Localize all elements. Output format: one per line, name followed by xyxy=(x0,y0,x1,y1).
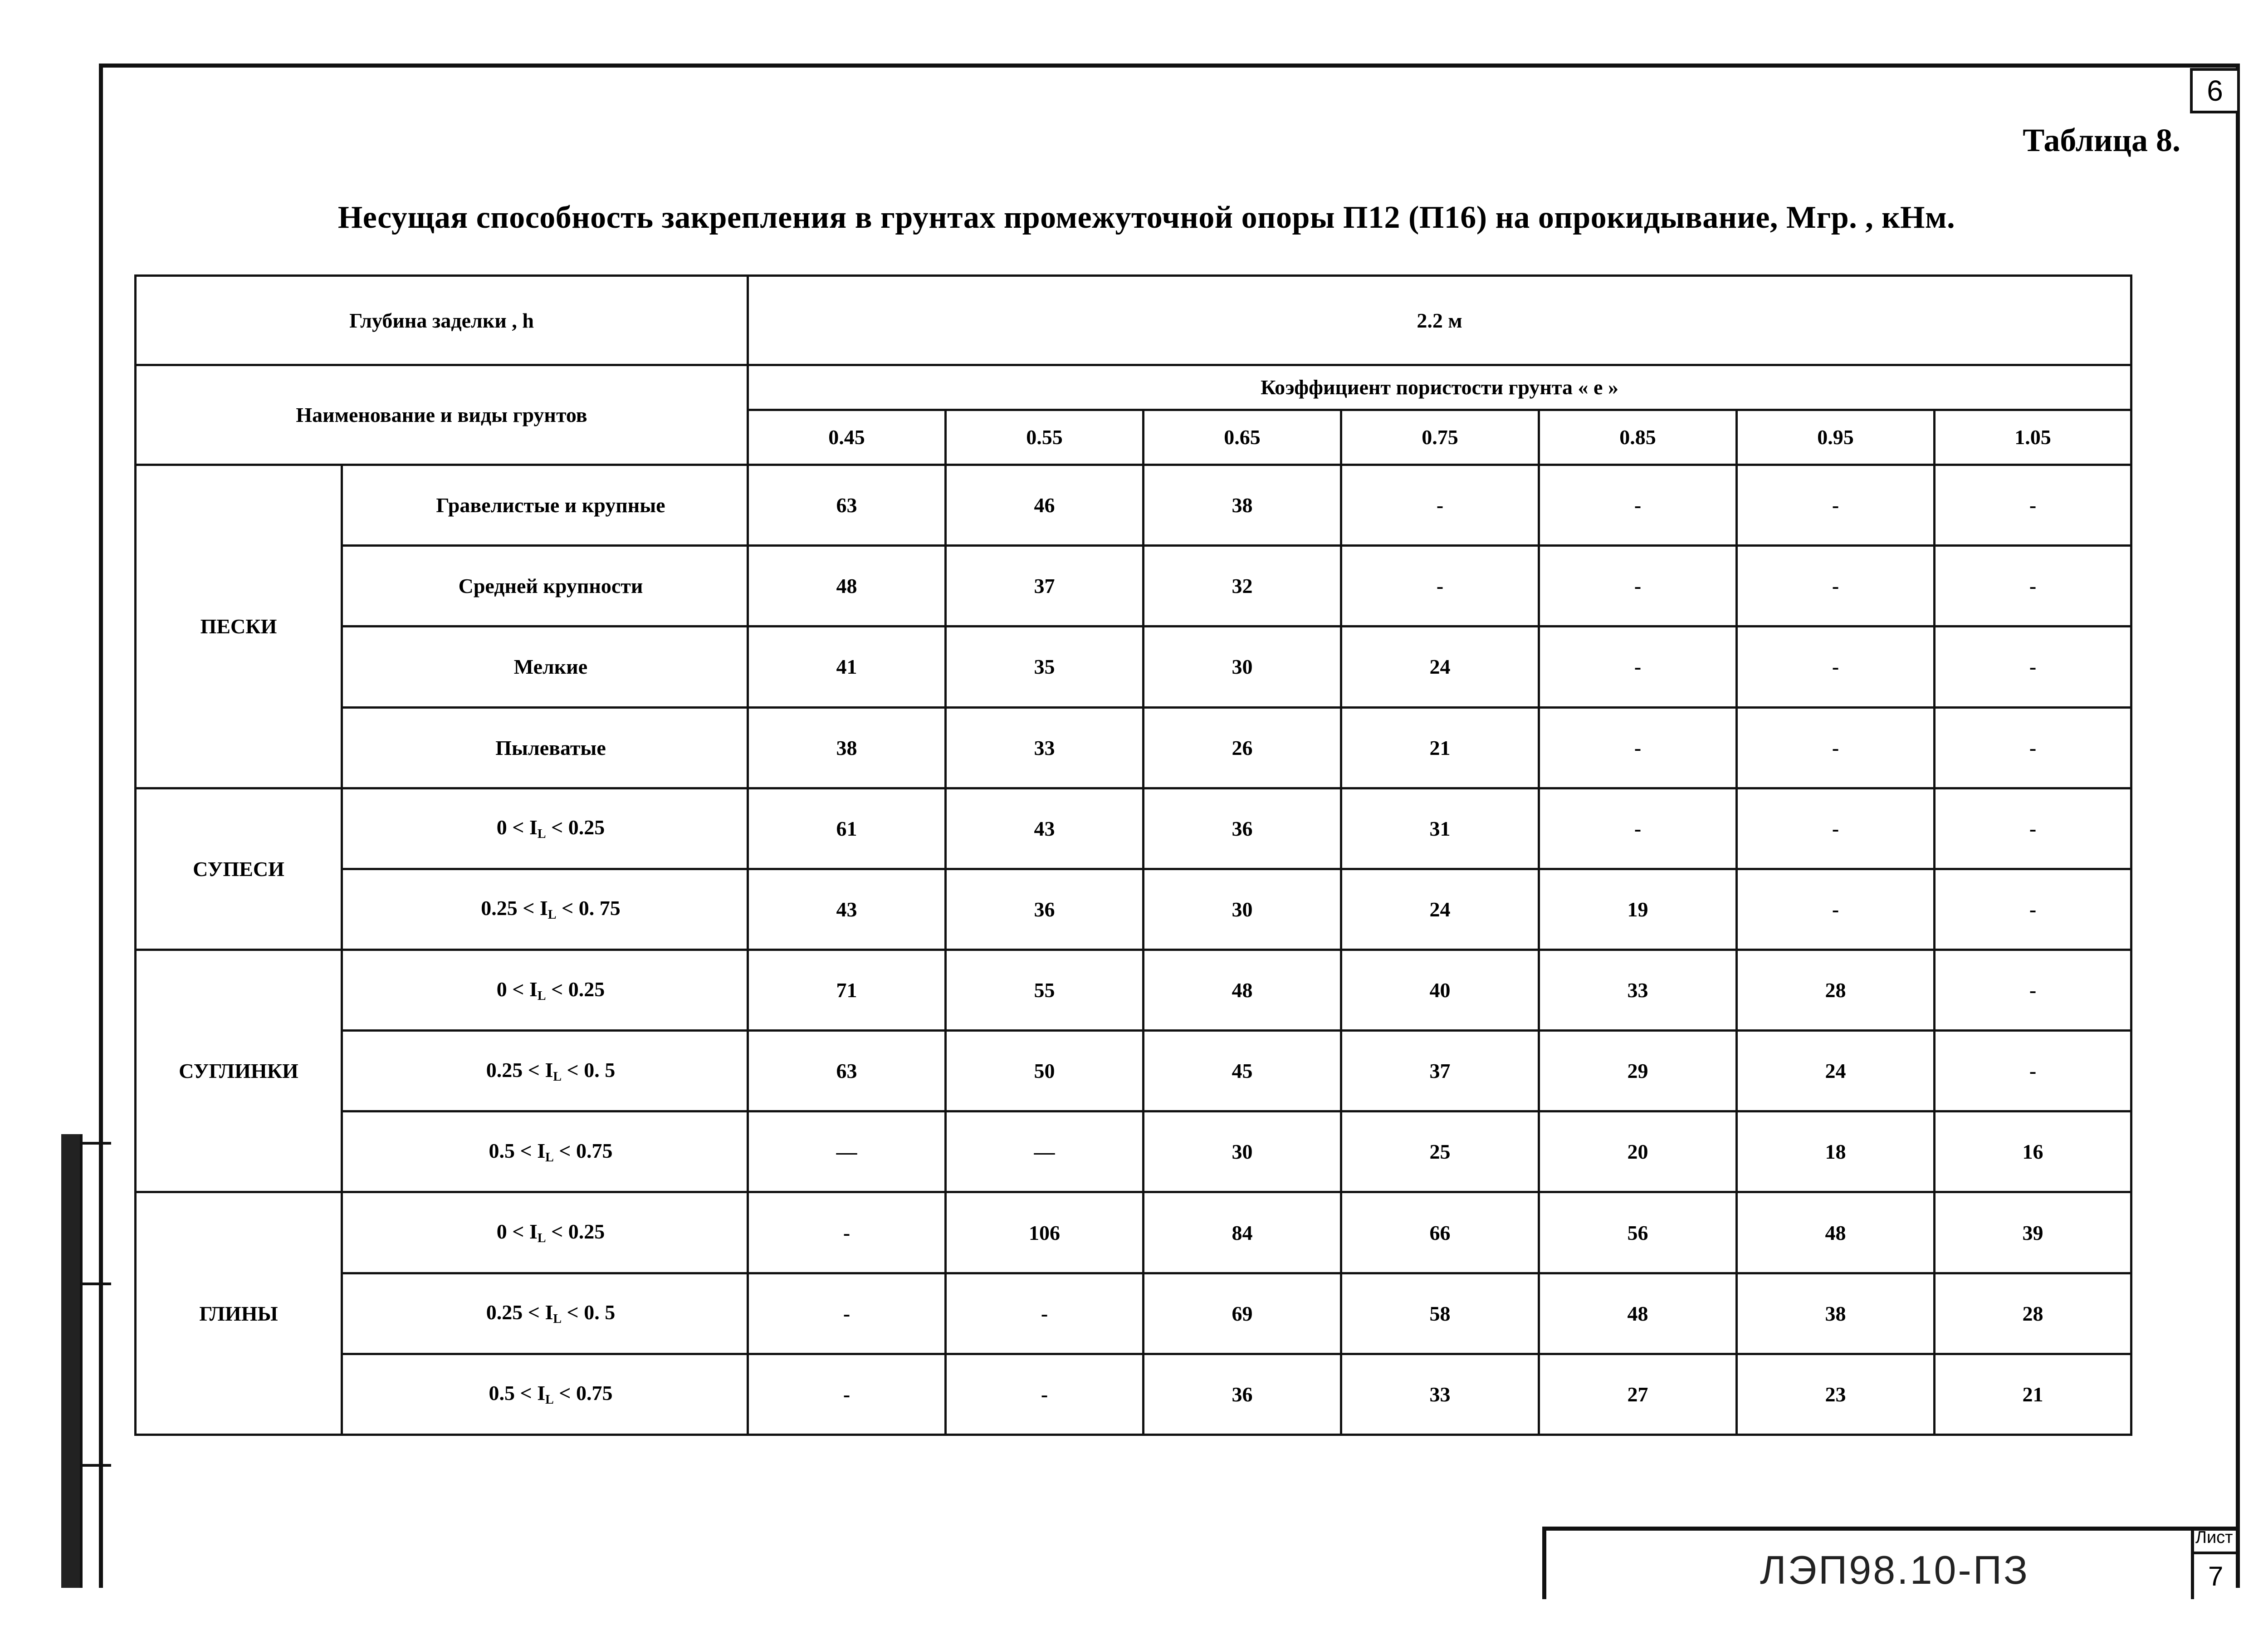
value-cell: - xyxy=(1737,546,1935,627)
consistency-prefix: 0.25 < I xyxy=(481,896,548,920)
table-row xyxy=(136,950,2131,1030)
value-cell: 28 xyxy=(1935,1273,2131,1354)
value-cell: 30 xyxy=(1144,1111,1341,1192)
value-cell: - xyxy=(1737,788,1935,869)
value-cell: 69 xyxy=(1144,1273,1341,1354)
consistency-subscript: L xyxy=(553,1069,562,1084)
value-cell: - xyxy=(946,1354,1144,1434)
value-cell: 18 xyxy=(1737,1111,1935,1192)
value-cell: - xyxy=(748,1354,946,1434)
column-header: 0.95 xyxy=(1737,410,1935,465)
page-title: Несущая способность закрепления в грунтах промежуточной опоры П12 (П16) на опрокидывание, Мгр. , кНм. xyxy=(337,200,1955,235)
consistency-suffix: < 0.25 xyxy=(546,816,605,839)
column-header: 0.55 xyxy=(946,410,1144,465)
table-row xyxy=(136,1273,2131,1354)
soil-type-label xyxy=(342,1111,748,1192)
soil-type-label xyxy=(342,1354,748,1434)
consistency-subscript: L xyxy=(537,1231,546,1246)
value-cell: - xyxy=(1737,465,1935,546)
sheet-number: 6 xyxy=(2190,68,2240,113)
value-cell: 50 xyxy=(946,1031,1144,1111)
value-cell: 24 xyxy=(1737,1031,1935,1111)
value-cell: 20 xyxy=(1539,1111,1737,1192)
value-cell: 48 xyxy=(1737,1192,1935,1273)
value-cell: 35 xyxy=(946,627,1144,707)
value-cell: 55 xyxy=(946,950,1144,1030)
consistency-suffix: < 0.75 xyxy=(553,1381,613,1405)
column-header: 0.85 xyxy=(1539,410,1737,465)
value-cell: 26 xyxy=(1144,707,1341,788)
value-cell: 30 xyxy=(1144,627,1341,707)
consistency-subscript: L xyxy=(545,1150,554,1165)
value-cell: 32 xyxy=(1144,546,1341,627)
soil-type-label: Мелкие xyxy=(342,627,748,707)
consistency-suffix: < 0. 75 xyxy=(556,896,621,920)
column-header: 1.05 xyxy=(1935,410,2131,465)
column-header: 0.65 xyxy=(1144,410,1341,465)
value-cell: - xyxy=(1935,950,2131,1030)
consistency-subscript: L xyxy=(537,989,546,1003)
table-row xyxy=(136,869,2131,950)
value-cell: 66 xyxy=(1341,1192,1539,1273)
value-cell: 33 xyxy=(1539,950,1737,1030)
value-cell: - xyxy=(1935,1031,2131,1111)
value-cell: - xyxy=(1341,465,1539,546)
value-cell: - xyxy=(946,1273,1144,1354)
soil-type-label xyxy=(342,788,748,869)
value-cell: 38 xyxy=(1737,1273,1935,1354)
soil-group-name: ГЛИНЫ xyxy=(136,1192,342,1435)
consistency-prefix: 0.25 < I xyxy=(486,1058,553,1082)
sheet-cell-divider xyxy=(2191,1552,2240,1554)
value-cell: 48 xyxy=(1144,950,1341,1030)
value-cell: - xyxy=(1737,707,1935,788)
value-cell: 46 xyxy=(946,465,1144,546)
value-cell: 24 xyxy=(1341,869,1539,950)
consistency-subscript: L xyxy=(547,908,557,922)
value-cell: - xyxy=(1539,465,1737,546)
table-row xyxy=(136,1354,2131,1434)
value-cell: 58 xyxy=(1341,1273,1539,1354)
value-cell: - xyxy=(1935,788,2131,869)
value-cell: 27 xyxy=(1539,1354,1737,1434)
value-cell: 45 xyxy=(1144,1031,1341,1111)
consistency-suffix: < 0. 5 xyxy=(562,1058,616,1082)
value-cell: 38 xyxy=(748,707,946,788)
depth-label: Глубина заделки , h xyxy=(136,276,748,365)
value-cell: - xyxy=(1341,546,1539,627)
value-cell: - xyxy=(1935,546,2131,627)
value-cell: - xyxy=(748,1273,946,1354)
value-cell: 24 xyxy=(1341,627,1539,707)
value-cell: 43 xyxy=(748,869,946,950)
value-cell: 36 xyxy=(1144,1354,1341,1434)
value-cell: - xyxy=(1539,627,1737,707)
consistency-suffix: < 0.25 xyxy=(546,977,605,1001)
consistency-subscript: L xyxy=(553,1312,562,1327)
consistency-prefix: 0 < I xyxy=(496,816,538,839)
value-cell: 61 xyxy=(748,788,946,869)
value-cell: 30 xyxy=(1144,869,1341,950)
consistency-suffix: < 0.25 xyxy=(546,1220,605,1243)
bearing-capacity-table xyxy=(134,274,2132,1436)
value-cell: 40 xyxy=(1341,950,1539,1030)
consistency-suffix: < 0.75 xyxy=(553,1139,613,1162)
value-cell: - xyxy=(1737,627,1935,707)
value-cell: 33 xyxy=(1341,1354,1539,1434)
soil-group-name: СУГЛИНКИ xyxy=(136,950,342,1192)
table-row xyxy=(136,546,2131,627)
document-code: ЛЭП98.10-ПЗ xyxy=(1760,1547,2030,1592)
soil-type-label: Гравелистые и крупные xyxy=(342,465,748,546)
value-cell: - xyxy=(748,1192,946,1273)
value-cell: - xyxy=(1539,707,1737,788)
value-cell: 16 xyxy=(1935,1111,2131,1192)
consistency-prefix: 0.5 < I xyxy=(489,1139,546,1162)
sheet-list-number: 7 xyxy=(2208,1561,2224,1591)
value-cell: - xyxy=(1539,546,1737,627)
header-row-coef xyxy=(136,365,2131,410)
sheet-label: Лист xyxy=(2195,1528,2233,1547)
value-cell: 39 xyxy=(1935,1192,2131,1273)
value-cell: 28 xyxy=(1737,950,1935,1030)
value-cell: — xyxy=(946,1111,1144,1192)
value-cell: - xyxy=(1737,869,1935,950)
soil-type-label xyxy=(342,950,748,1030)
table-row xyxy=(136,707,2131,788)
column-header: 0.75 xyxy=(1341,410,1539,465)
value-cell: 48 xyxy=(748,546,946,627)
value-cell: 38 xyxy=(1144,465,1341,546)
table-label: Таблица 8. xyxy=(2023,122,2180,158)
consistency-subscript: L xyxy=(537,827,546,842)
table-row xyxy=(136,1111,2131,1192)
table-row xyxy=(136,788,2131,869)
value-cell: 106 xyxy=(946,1192,1144,1273)
binding-strip xyxy=(57,1134,111,1588)
value-cell: 21 xyxy=(1341,707,1539,788)
value-cell: - xyxy=(1935,869,2131,950)
value-cell: 25 xyxy=(1341,1111,1539,1192)
value-cell: — xyxy=(748,1111,946,1192)
soil-group-name: ПЕСКИ xyxy=(136,465,342,788)
value-cell: 37 xyxy=(946,546,1144,627)
value-cell: 37 xyxy=(1341,1031,1539,1111)
value-cell: 31 xyxy=(1341,788,1539,869)
value-cell: 21 xyxy=(1935,1354,2131,1434)
value-cell: 48 xyxy=(1539,1273,1737,1354)
soil-type-label xyxy=(342,869,748,950)
value-cell: - xyxy=(1935,707,2131,788)
soil-type-label xyxy=(342,1031,748,1111)
value-cell: 19 xyxy=(1539,869,1737,950)
soil-type-label xyxy=(342,1192,748,1273)
value-cell: 36 xyxy=(1144,788,1341,869)
consistency-prefix: 0 < I xyxy=(496,977,538,1001)
soil-type-label: Средней крупности xyxy=(342,546,748,627)
consistency-prefix: 0 < I xyxy=(496,1220,538,1243)
soil-group-name: СУПЕСИ xyxy=(136,788,342,950)
value-cell: 56 xyxy=(1539,1192,1737,1273)
value-cell: 33 xyxy=(946,707,1144,788)
table-row xyxy=(136,1192,2131,1273)
table-row xyxy=(136,465,2131,546)
header-row-depth xyxy=(136,276,2131,365)
table-row xyxy=(136,627,2131,707)
value-cell: 36 xyxy=(946,869,1144,950)
consistency-prefix: 0.5 < I xyxy=(489,1381,546,1405)
value-cell: 63 xyxy=(748,465,946,546)
depth-value: 2.2 м xyxy=(748,276,2131,365)
value-cell: 41 xyxy=(748,627,946,707)
soil-type-label: Пылеватые xyxy=(342,707,748,788)
coef-label: Коэффициент пористости грунта « е » xyxy=(748,365,2131,410)
value-cell: 23 xyxy=(1737,1354,1935,1434)
consistency-suffix: < 0. 5 xyxy=(562,1301,616,1324)
value-cell: - xyxy=(1935,627,2131,707)
soil-label: Наименование и виды грунтов xyxy=(136,365,748,465)
value-cell: 43 xyxy=(946,788,1144,869)
table-row xyxy=(136,1031,2131,1111)
consistency-prefix: 0.25 < I xyxy=(486,1301,553,1324)
value-cell: 84 xyxy=(1144,1192,1341,1273)
consistency-subscript: L xyxy=(545,1393,554,1407)
value-cell: - xyxy=(1539,788,1737,869)
value-cell: - xyxy=(1935,465,2131,546)
column-header: 0.45 xyxy=(748,410,946,465)
value-cell: 63 xyxy=(748,1031,946,1111)
value-cell: 29 xyxy=(1539,1031,1737,1111)
value-cell: 71 xyxy=(748,950,946,1030)
soil-type-label xyxy=(342,1273,748,1354)
